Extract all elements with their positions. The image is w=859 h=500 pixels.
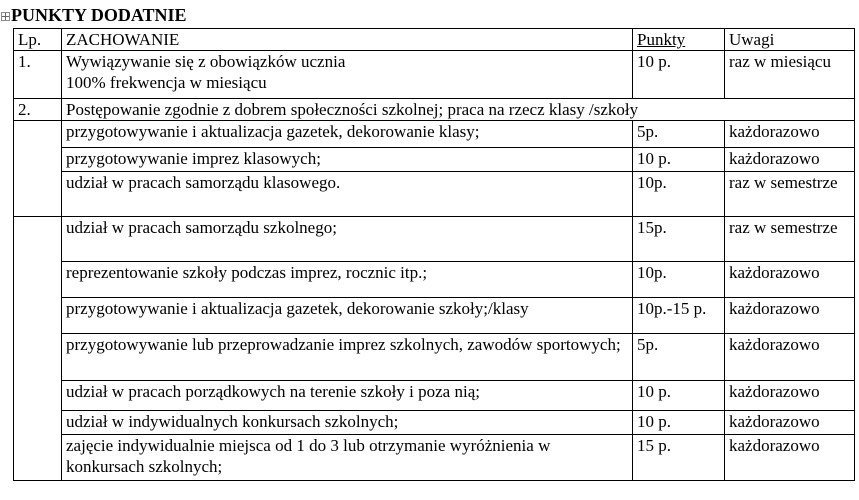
header-points: Punkty <box>633 29 725 51</box>
row-notes: raz w semestrze <box>725 217 855 262</box>
row-points: 15p. <box>633 217 725 262</box>
row-behavior: udział w pracach porządkowych na terenie szkoły i poza nią; <box>62 381 633 411</box>
row-behavior: przygotowywanie i aktualizacja gazetek, dekorowanie klasy; <box>62 121 633 148</box>
row-points: 5p. <box>633 121 725 148</box>
row-notes: każdorazowo <box>725 262 855 298</box>
row-behavior: przygotowywanie imprez klasowych; <box>62 148 633 172</box>
table-row <box>14 217 855 262</box>
table-row <box>14 121 855 148</box>
row-points: 5p. <box>633 334 725 381</box>
row-behavior: udział w pracach samorządu szkolnego; <box>62 217 633 262</box>
row-notes: raz w miesiącu <box>725 51 855 99</box>
table-row <box>14 172 855 217</box>
header-lp: Lp. <box>14 29 62 51</box>
table-row <box>14 262 855 298</box>
row-behavior: przygotowywanie i aktualizacja gazetek, dekorowanie szkoły;/klasy <box>62 298 633 334</box>
row-points: 10p. <box>633 172 725 217</box>
row-points: 10p.-15 p. <box>633 298 725 334</box>
table-row <box>14 298 855 334</box>
row-lp: 1. <box>14 51 62 99</box>
row-behavior <box>62 51 633 99</box>
table-row <box>14 148 855 172</box>
row-notes: każdorazowo <box>725 381 855 411</box>
section-title: Postępowanie zgodnie z dobrem społeczności szkolnej; praca na rzecz klasy /szkoły <box>62 99 855 121</box>
table-move-handle-icon[interactable] <box>1 12 10 21</box>
row-notes: raz w semestrze <box>725 172 855 217</box>
table-row <box>14 334 855 381</box>
points-table <box>13 28 855 481</box>
row-behavior: reprezentowanie szkoły podczas imprez, rocznic itp.; <box>62 262 633 298</box>
behavior-line: Wywiązywanie się z obowiązków ucznia <box>66 52 346 71</box>
row-notes: każdorazowo <box>725 148 855 172</box>
row-notes: każdorazowo <box>725 334 855 381</box>
document-heading: PUNKTY DODATNIE <box>11 5 187 25</box>
section-row <box>14 99 855 121</box>
table-row <box>14 435 855 481</box>
row-behavior: udział w pracach samorządu klasowego. <box>62 172 633 217</box>
row-points: 10p. <box>633 262 725 298</box>
row-behavior: zajęcie indywidualnie miejsca od 1 do 3 lub otrzymanie wyróżnienia w konkursach szkolnych; <box>62 435 633 481</box>
header-notes: Uwagi <box>725 29 855 51</box>
row-behavior: udział w indywidualnych konkursach szkolnych; <box>62 411 633 435</box>
row-notes: każdorazowo <box>725 298 855 334</box>
row-lp: 2. <box>14 99 62 121</box>
header-behavior: ZACHOWANIE <box>62 29 633 51</box>
row-behavior: przygotowywanie lub przeprowadzanie imprez szkolnych, zawodów sportowych; <box>62 334 633 381</box>
blank-lp-cell <box>14 121 62 217</box>
table-row <box>14 381 855 411</box>
blank-lp-cell <box>14 217 62 481</box>
row-points: 10 p. <box>633 51 725 99</box>
table-row <box>14 51 855 99</box>
row-points: 10 p. <box>633 411 725 435</box>
row-points: 10 p. <box>633 381 725 411</box>
row-notes: każdorazowo <box>725 435 855 481</box>
row-notes: każdorazowo <box>725 121 855 148</box>
table-header-row <box>14 29 855 51</box>
behavior-line: 100% frekwencja w miesiącu <box>66 73 267 92</box>
table-row <box>14 411 855 435</box>
row-points: 15 p. <box>633 435 725 481</box>
row-points: 10 p. <box>633 148 725 172</box>
row-notes: każdorazowo <box>725 411 855 435</box>
